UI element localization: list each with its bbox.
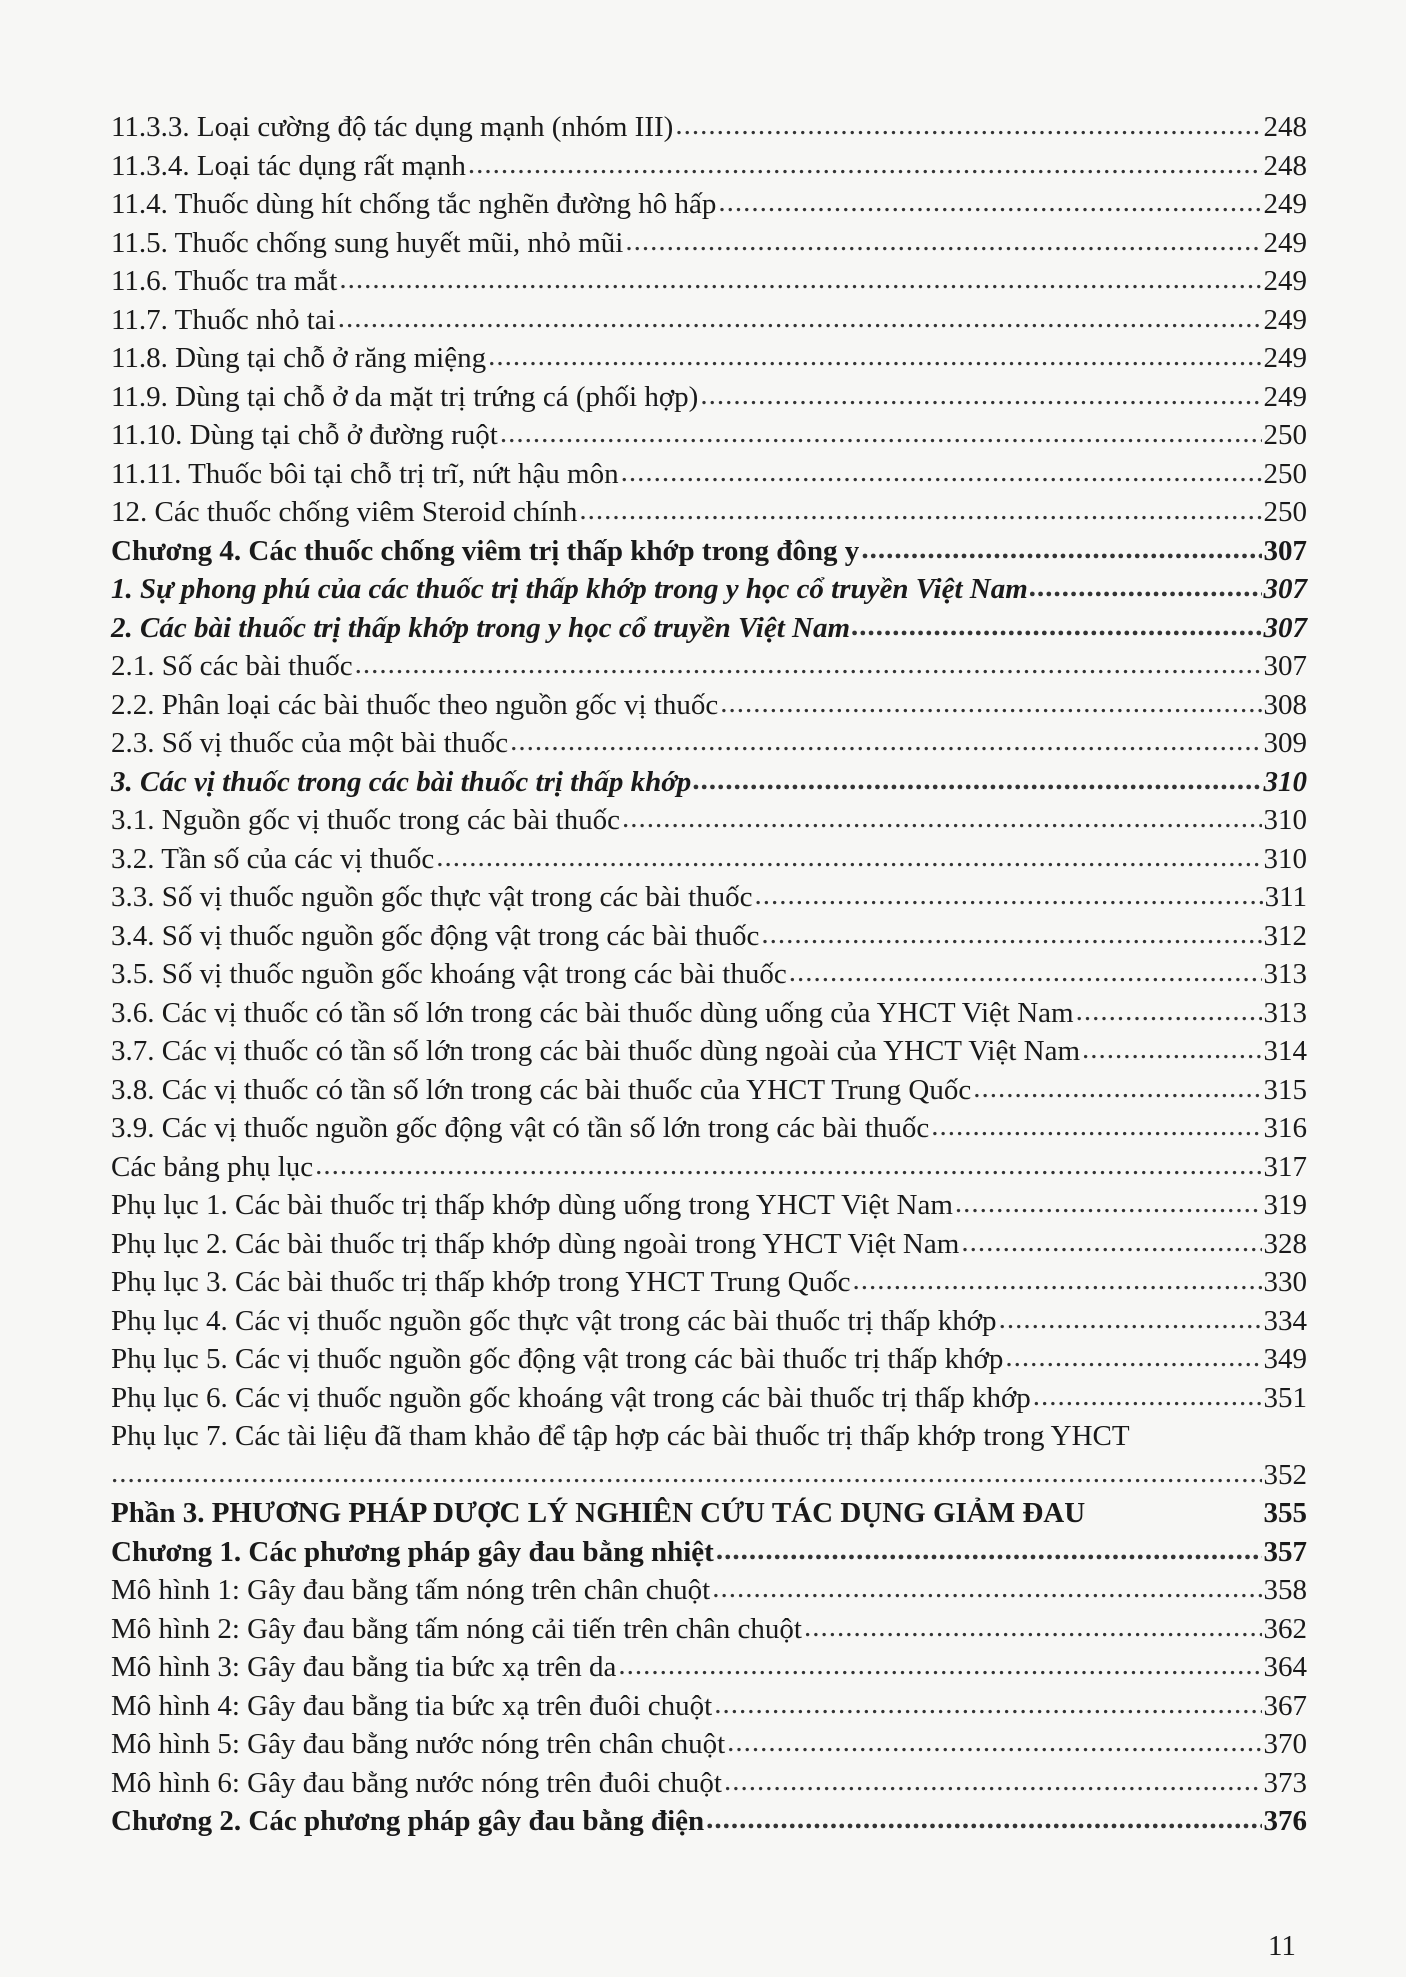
toc-entry-title: Mô hình 6: Gây đau bằng nước nóng trên đuôi chuột: [111, 1766, 722, 1799]
toc-entry-title: 11.11. Thuốc bôi tại chỗ trị trĩ, nứt hậu môn: [111, 457, 619, 490]
toc-entry-page: 249: [1263, 265, 1307, 297]
toc-entry-title: 3.7. Các vị thuốc có tần số lớn trong các bài thuốc dùng ngoài của YHCT Việt Nam: [111, 1035, 1081, 1067]
dot-leader: [468, 145, 1262, 184]
dot-leader: [727, 1723, 1261, 1762]
toc-entry-page: 307: [1263, 650, 1307, 682]
toc-entry-page: 330: [1263, 1266, 1307, 1298]
toc-entry-page: 249: [1263, 226, 1307, 259]
toc-entry-title: Mô hình 2: Gây đau bằng tấm nóng cải tiến trên chân chuột: [111, 1612, 802, 1645]
dot-leader: [622, 799, 1262, 838]
toc-entry[interactable]: [111, 840, 1307, 879]
toc-entry-title: Các bảng phụ lục: [111, 1150, 314, 1183]
toc-entry-title: 1. Sự phong phú của các thuốc trị thấp khớp trong y học cổ truyền Việt Nam: [111, 573, 1028, 605]
toc-entry-page: 370: [1263, 1728, 1307, 1760]
toc-entry[interactable]: [111, 763, 1307, 802]
dot-leader: [712, 1569, 1261, 1608]
dot-leader: [675, 106, 1261, 145]
toc-entry-page: 352: [1263, 1458, 1307, 1491]
toc-entry[interactable]: [111, 1379, 1307, 1418]
toc-entry[interactable]: [111, 1456, 1307, 1495]
toc-entry[interactable]: [111, 1071, 1307, 1110]
dot-leader: [618, 1646, 1261, 1685]
toc-entry-page: 249: [1263, 380, 1307, 413]
dot-leader: [1005, 1338, 1261, 1377]
toc-entry-page: 313: [1263, 996, 1307, 1029]
toc-entry-title: Phụ lục 6. Các vị thuốc nguồn gốc khoáng vật trong các bài thuốc trị thấp khớp: [111, 1381, 1031, 1414]
dot-leader: [973, 1069, 1261, 1108]
toc-entry-title: 11.4. Thuốc dùng hít chống tắc nghẽn đường hô hấp: [111, 188, 717, 220]
toc-entry[interactable]: [111, 185, 1307, 224]
toc-entry[interactable]: [111, 1263, 1307, 1302]
dot-leader: [718, 183, 1261, 222]
toc-entry-title: Chương 1. Các phương pháp gây đau bằng nhiệt: [111, 1535, 714, 1568]
toc-entry-page: 250: [1263, 419, 1307, 451]
toc-entry-title: 2.3. Số vị thuốc của một bài thuốc: [111, 727, 509, 759]
toc-entry-page: 310: [1263, 765, 1307, 798]
toc-entry-page: 328: [1263, 1227, 1307, 1260]
toc-entry[interactable]: [111, 647, 1307, 686]
toc-entry-page: 351: [1263, 1381, 1307, 1414]
dot-leader: [1033, 1377, 1262, 1416]
dot-leader: [804, 1608, 1262, 1647]
toc-entry[interactable]: [111, 878, 1307, 917]
dot-leader: [1082, 1030, 1261, 1069]
dot-leader: [720, 684, 1261, 723]
toc-entry-title: Mô hình 4: Gây đau bằng tia bức xạ trên đuôi chuột: [111, 1689, 713, 1722]
toc-entry[interactable]: [111, 1417, 1307, 1456]
toc-entry-title: 3.6. Các vị thuốc có tần số lớn trong các bài thuốc dùng uống của YHCT Việt Nam: [111, 996, 1074, 1029]
dot-leader: [339, 260, 1261, 299]
toc-entry-page: 367: [1263, 1689, 1307, 1722]
dot-leader: [488, 337, 1261, 376]
toc-entry-page: 249: [1263, 188, 1307, 220]
toc-entry[interactable]: [111, 1610, 1307, 1649]
table-of-contents: [111, 108, 1307, 1841]
toc-entry-page: 248: [1263, 111, 1307, 143]
toc-entry-title: 2.1. Số các bài thuốc: [111, 650, 353, 682]
toc-entry[interactable]: [111, 1725, 1307, 1764]
dot-leader: [961, 1223, 1261, 1262]
toc-entry[interactable]: [111, 1648, 1307, 1687]
toc-entry-title: Mô hình 1: Gây đau bằng tấm nóng trên chân chuột: [111, 1574, 711, 1606]
toc-entry-title: 3.9. Các vị thuốc nguồn gốc động vật có tần số lớn trong các bài thuốc: [111, 1112, 930, 1144]
toc-entry-title: Phụ lục 2. Các bài thuốc trị thấp khớp dùng ngoài trong YHCT Việt Nam: [111, 1227, 960, 1260]
toc-entry[interactable]: [111, 416, 1307, 455]
toc-entry-title: Mô hình 5: Gây đau bằng nước nóng trên chân chuột: [111, 1728, 726, 1760]
toc-entry-page: 315: [1263, 1073, 1307, 1106]
toc-entry-title: 3.3. Số vị thuốc nguồn gốc thực vật trong các bài thuốc: [111, 881, 753, 913]
dot-leader: [693, 761, 1261, 800]
toc-entry-title: 12. Các thuốc chống viêm Steroid chính: [111, 496, 578, 528]
toc-entry-page: 307: [1263, 611, 1307, 644]
toc-entry[interactable]: [111, 147, 1307, 186]
dot-leader: [111, 1454, 1262, 1493]
toc-entry-page: 250: [1263, 457, 1307, 490]
toc-entry-page: 355: [1263, 1497, 1307, 1529]
toc-entry-title: Phụ lục 5. Các vị thuốc nguồn gốc động vật trong các bài thuốc trị thấp khớp: [111, 1343, 1004, 1375]
toc-entry[interactable]: [111, 724, 1307, 763]
dot-leader: [1076, 992, 1262, 1031]
dot-leader: [1030, 568, 1262, 607]
dot-leader: [716, 1531, 1262, 1570]
toc-entry-title: Phụ lục 3. Các bài thuốc trị thấp khớp trong YHCT Trung Quốc: [111, 1266, 851, 1298]
toc-entry[interactable]: [111, 801, 1307, 840]
toc-entry[interactable]: [111, 1687, 1307, 1726]
toc-entry-title: 11.3.3. Loại cường độ tác dụng mạnh (nhóm III): [111, 111, 674, 143]
toc-entry[interactable]: [111, 917, 1307, 956]
dot-leader: [338, 299, 1262, 338]
toc-entry-title: 3.8. Các vị thuốc có tần số lớn trong các bài thuốc của YHCT Trung Quốc: [111, 1073, 972, 1106]
toc-entry-page: 357: [1263, 1535, 1307, 1568]
toc-entry-title: Phụ lục 4. Các vị thuốc nguồn gốc thực vật trong các bài thuốc trị thấp khớp: [111, 1304, 997, 1337]
dot-leader: [789, 953, 1262, 992]
toc-entry-page: 248: [1263, 149, 1307, 182]
toc-entry[interactable]: [111, 1533, 1307, 1572]
dot-leader: [700, 376, 1261, 415]
toc-entry[interactable]: [111, 262, 1307, 301]
toc-entry[interactable]: [111, 378, 1307, 417]
toc-entry[interactable]: [111, 686, 1307, 725]
dot-leader: [500, 414, 1262, 453]
dot-leader: [853, 1261, 1262, 1300]
toc-entry[interactable]: [111, 1225, 1307, 1264]
toc-entry-title: 11.8. Dùng tại chỗ ở răng miệng: [111, 342, 487, 374]
toc-entry-page: 334: [1263, 1304, 1307, 1337]
dot-leader: [955, 1184, 1262, 1223]
toc-entry-title: 2. Các bài thuốc trị thấp khớp trong y học cổ truyền Việt Nam: [111, 611, 851, 644]
toc-entry-page: 317: [1263, 1150, 1307, 1183]
dot-leader: [761, 915, 1261, 954]
toc-entry-page: 307: [1263, 534, 1307, 567]
toc-entry-page: 308: [1263, 688, 1307, 721]
toc-entry-page: 319: [1263, 1189, 1307, 1221]
dot-leader: [436, 838, 1261, 877]
toc-entry-page: 309: [1263, 727, 1307, 759]
toc-entry-title: 11.6. Thuốc tra mắt: [111, 265, 338, 297]
toc-entry-title: 11.10. Dùng tại chỗ ở đường ruột: [111, 419, 498, 451]
toc-entry[interactable]: [111, 1302, 1307, 1341]
dot-leader: [625, 222, 1261, 261]
toc-entry[interactable]: [111, 1109, 1307, 1148]
toc-entry[interactable]: [111, 955, 1307, 994]
toc-entry[interactable]: [111, 301, 1307, 340]
toc-entry-page: 312: [1263, 919, 1307, 952]
toc-entry[interactable]: [111, 455, 1307, 494]
toc-entry-title: 11.9. Dùng tại chỗ ở da mặt trị trứng cá (phối hợp): [111, 380, 699, 413]
toc-entry-page: 373: [1263, 1766, 1307, 1799]
toc-entry-title: Mô hình 3: Gây đau bằng tia bức xạ trên da: [111, 1651, 617, 1683]
toc-entry-page: 311: [1264, 881, 1307, 913]
dot-leader: [724, 1762, 1262, 1801]
toc-entry[interactable]: [111, 1340, 1307, 1379]
toc-entry[interactable]: [111, 570, 1307, 609]
toc-entry[interactable]: [111, 609, 1307, 648]
toc-entry-page: 362: [1263, 1612, 1307, 1645]
toc-entry-title: 3. Các vị thuốc trong các bài thuốc trị thấp khớp: [111, 765, 692, 798]
toc-entry-title: 2.2. Phân loại các bài thuốc theo nguồn gốc vị thuốc: [111, 688, 719, 721]
toc-entry[interactable]: [111, 1148, 1307, 1187]
toc-entry-title: Phần 3. PHƯƠNG PHÁP DƯỢC LÝ NGHIÊN CỨU TÁC DỤNG GIẢM ĐAU: [111, 1497, 1086, 1529]
dot-leader: [355, 645, 1262, 684]
toc-entry-page: 307: [1263, 573, 1307, 605]
toc-entry-page: 314: [1263, 1035, 1307, 1067]
toc-entry[interactable]: [111, 532, 1307, 571]
toc-entry-title: 3.4. Số vị thuốc nguồn gốc động vật trong các bài thuốc: [111, 919, 760, 952]
toc-entry-title: 11.7. Thuốc nhỏ tai: [111, 303, 336, 336]
toc-entry[interactable]: [111, 493, 1307, 532]
toc-entry[interactable]: [111, 994, 1307, 1033]
toc-entry-title: Phụ lục 7. Các tài liệu đã tham khảo để tập hợp các bài thuốc trị thấp khớp trong YHCT: [111, 1420, 1130, 1452]
toc-entry-title: 3.5. Số vị thuốc nguồn gốc khoáng vật trong các bài thuốc: [111, 958, 787, 990]
toc-entry-title: Chương 4. Các thuốc chống viêm trị thấp khớp trong đông y: [111, 534, 860, 567]
page-number: 11: [1268, 1930, 1296, 1962]
toc-entry-title: Phụ lục 1. Các bài thuốc trị thấp khớp dùng uống trong YHCT Việt Nam: [111, 1189, 953, 1221]
toc-entry-page: 364: [1263, 1651, 1307, 1683]
dot-leader: [579, 491, 1261, 530]
toc-entry[interactable]: [111, 1764, 1307, 1803]
dot-leader: [852, 607, 1261, 646]
toc-entry[interactable]: [111, 108, 1307, 147]
toc-entry-page: 250: [1263, 496, 1307, 528]
dot-leader: [999, 1300, 1262, 1339]
toc-entry[interactable]: [111, 1032, 1307, 1071]
toc-entry-page: 316: [1263, 1112, 1307, 1144]
toc-entry[interactable]: [111, 339, 1307, 378]
dot-leader: [510, 722, 1261, 761]
toc-entry-page: 249: [1263, 342, 1307, 374]
toc-entry-page: 310: [1263, 804, 1307, 836]
toc-entry[interactable]: [111, 1802, 1307, 1841]
dot-leader: [706, 1800, 1261, 1839]
toc-entry[interactable]: [111, 224, 1307, 263]
dot-leader: [861, 530, 1261, 569]
toc-entry-page: 249: [1263, 303, 1307, 336]
toc-entry-title: 3.1. Nguồn gốc vị thuốc trong các bài thuốc: [111, 804, 620, 836]
toc-entry[interactable]: [111, 1494, 1307, 1533]
toc-entry-title: 11.5. Thuốc chống sung huyết mũi, nhỏ mũi: [111, 226, 624, 259]
toc-entry[interactable]: [111, 1571, 1307, 1610]
toc-entry-page: 358: [1263, 1574, 1307, 1606]
dot-leader: [714, 1685, 1261, 1724]
toc-entry-page: 349: [1263, 1343, 1307, 1375]
toc-entry-page: 376: [1263, 1805, 1307, 1837]
toc-entry-page: 313: [1263, 958, 1307, 990]
toc-entry[interactable]: [111, 1186, 1307, 1225]
dot-leader: [931, 1107, 1261, 1146]
dot-leader: [621, 453, 1262, 492]
toc-entry-page: 310: [1263, 842, 1307, 875]
dot-leader: [315, 1146, 1261, 1185]
toc-entry-title: Chương 2. Các phương pháp gây đau bằng điện: [111, 1805, 705, 1837]
toc-entry-title: 3.2. Tần số của các vị thuốc: [111, 842, 435, 875]
toc-entry-title: 11.3.4. Loại tác dụng rất mạnh: [111, 149, 466, 182]
dot-leader: [755, 876, 1263, 915]
